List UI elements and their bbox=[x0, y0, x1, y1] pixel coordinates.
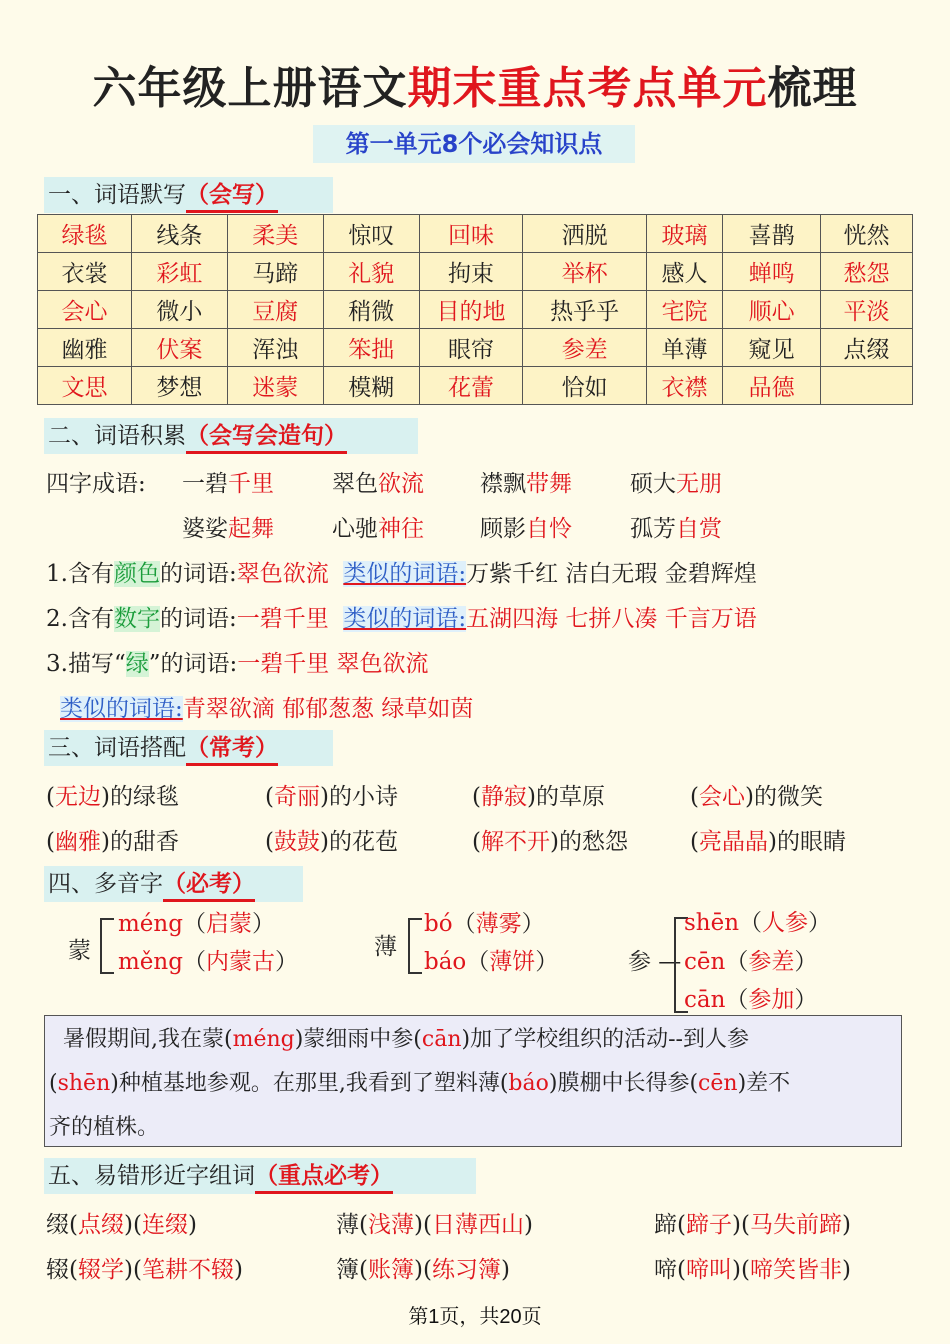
word-cell: 目的地 bbox=[419, 291, 523, 329]
word-cell: 梦想 bbox=[131, 367, 227, 405]
idiom: 孤芳自赏 bbox=[630, 516, 722, 542]
word-row bbox=[38, 367, 913, 405]
word-cell: 洒脱 bbox=[523, 215, 646, 253]
brace-meng bbox=[100, 918, 114, 974]
word-cell: 恰如 bbox=[523, 367, 646, 405]
word-cell: 感人 bbox=[646, 253, 722, 291]
brace-bao bbox=[408, 918, 422, 974]
word-cell: 单薄 bbox=[646, 329, 722, 367]
word-cell: 会心 bbox=[38, 291, 132, 329]
word-cell: 微小 bbox=[131, 291, 227, 329]
word-table bbox=[37, 214, 913, 405]
word-cell: 线条 bbox=[131, 215, 227, 253]
word-cell: 迷蒙 bbox=[227, 367, 323, 405]
poly-bao-1: bó（薄雾） bbox=[424, 911, 545, 937]
word-cell: 文思 bbox=[38, 367, 132, 405]
poly-can-3: cān（参加） bbox=[684, 987, 818, 1013]
word-cell: 衣裳 bbox=[38, 253, 132, 291]
section-heading-1: 一、词语默写（会写） bbox=[44, 177, 333, 213]
word-row bbox=[38, 329, 913, 367]
word-cell: 举杯 bbox=[523, 253, 646, 291]
page-footer: 第1页，共20页 bbox=[408, 1306, 542, 1328]
poly-meng-1: méng（启蒙） bbox=[118, 911, 275, 937]
idiom-prefix: 四字成语: bbox=[46, 471, 146, 497]
accumulation-3: 3.描写“绿”的词语:一碧千里 翠色欲流 bbox=[46, 651, 429, 677]
idiom: 襟飘带舞 bbox=[480, 471, 572, 497]
passage-box: 暑假期间,我在蒙(méng)蒙细雨中参(cān)加了学校组织的活动--到人参 (shēn)种植基地参观。在那里,我看到了塑料薄(báo)膜棚中长得参(cēn)差不 齐的植株。 bbox=[44, 1015, 902, 1147]
word-cell: 蝉鸣 bbox=[723, 253, 821, 291]
poly-can-2: cēn（参差） bbox=[684, 949, 818, 975]
word-cell: 衣襟 bbox=[646, 367, 722, 405]
word-cell: 模糊 bbox=[323, 367, 419, 405]
collocation: (鼓鼓)的花苞 bbox=[265, 829, 398, 855]
word-cell: 豆腐 bbox=[227, 291, 323, 329]
word-cell: 花蕾 bbox=[419, 367, 523, 405]
similar-char-group: 啼(啼叫)(啼笑皆非) bbox=[654, 1257, 851, 1283]
accumulation-2: 2.含有数字的词语:一碧千里 类似的词语:五湖四海 七拼八凑 千言万语 bbox=[46, 606, 757, 632]
similar-char-group: 薄(浅薄)(日薄西山) bbox=[336, 1212, 533, 1238]
poly-char-meng: 蒙 bbox=[68, 938, 91, 964]
similar-char-group: 缀(点缀)(连缀) bbox=[46, 1212, 197, 1238]
word-cell: 柔美 bbox=[227, 215, 323, 253]
idiom: 婆娑起舞 bbox=[182, 516, 274, 542]
word-cell: 平淡 bbox=[821, 291, 913, 329]
word-row bbox=[38, 215, 913, 253]
collocation: (亮晶晶)的眼睛 bbox=[690, 829, 846, 855]
idiom: 翠色欲流 bbox=[332, 471, 424, 497]
poly-can-1: shēn（人参） bbox=[684, 910, 832, 936]
idiom: 硕大无朋 bbox=[630, 471, 722, 497]
word-cell: 玻璃 bbox=[646, 215, 722, 253]
word-cell: 窥见 bbox=[723, 329, 821, 367]
accumulation-4: 类似的词语:青翠欲滴 郁郁葱葱 绿草如茵 bbox=[60, 696, 474, 722]
word-cell: 礼貌 bbox=[323, 253, 419, 291]
word-cell: 伏案 bbox=[131, 329, 227, 367]
section-heading-5: 五、易错形近字组词（重点必考） bbox=[44, 1158, 476, 1194]
word-cell: 热乎乎 bbox=[523, 291, 646, 329]
word-cell: 喜鹊 bbox=[723, 215, 821, 253]
idiom: 顾影自怜 bbox=[480, 516, 572, 542]
word-cell: 笨拙 bbox=[323, 329, 419, 367]
accumulation-1: 1.含有颜色的词语:翠色欲流 类似的词语:万紫千红 洁白无瑕 金碧辉煌 bbox=[46, 561, 757, 587]
poly-bao-2: báo（薄饼） bbox=[424, 949, 559, 975]
word-cell: 浑浊 bbox=[227, 329, 323, 367]
section-heading-3: 三、词语搭配（常考） bbox=[44, 730, 333, 766]
subtitle: 第一单元8个必会知识点 bbox=[313, 125, 635, 163]
collocation: (幽雅)的甜香 bbox=[46, 829, 179, 855]
poly-char-bao: 薄 bbox=[374, 934, 397, 960]
word-cell: 点缀 bbox=[821, 329, 913, 367]
word-cell: 宅院 bbox=[646, 291, 722, 329]
word-row bbox=[38, 253, 913, 291]
word-row bbox=[38, 291, 913, 329]
poly-char-can: 参 — bbox=[628, 949, 682, 975]
collocation: (无边)的绿毯 bbox=[46, 784, 179, 810]
idiom: 一碧千里 bbox=[182, 471, 274, 497]
word-cell: 彩虹 bbox=[131, 253, 227, 291]
collocation: (静寂)的草原 bbox=[472, 784, 605, 810]
word-cell: 绿毯 bbox=[38, 215, 132, 253]
word-cell: 愁怨 bbox=[821, 253, 913, 291]
word-cell: 稍微 bbox=[323, 291, 419, 329]
page-title: 六年级上册语文期末重点考点单元梳理 bbox=[92, 63, 858, 114]
word-cell: 眼帘 bbox=[419, 329, 523, 367]
poly-meng-2: měng（内蒙古） bbox=[118, 949, 298, 975]
word-cell: 幽雅 bbox=[38, 329, 132, 367]
similar-char-group: 辍(辍学)(笔耕不辍) bbox=[46, 1257, 243, 1283]
word-cell: 顺心 bbox=[723, 291, 821, 329]
word-cell: 恍然 bbox=[821, 215, 913, 253]
similar-char-group: 蹄(蹄子)(马失前蹄) bbox=[654, 1212, 851, 1238]
word-cell: 拘束 bbox=[419, 253, 523, 291]
idiom: 心驰神往 bbox=[332, 516, 424, 542]
collocation: (奇丽)的小诗 bbox=[265, 784, 398, 810]
section-heading-4: 四、多音字（必考） bbox=[44, 866, 303, 902]
section-heading-2: 二、词语积累（会写会造句） bbox=[44, 418, 418, 454]
word-cell: 参差 bbox=[523, 329, 646, 367]
collocation: (解不开)的愁怨 bbox=[472, 829, 628, 855]
similar-char-group: 簿(账簿)(练习簿) bbox=[336, 1257, 510, 1283]
word-cell: 惊叹 bbox=[323, 215, 419, 253]
word-cell bbox=[821, 367, 913, 405]
word-cell: 马蹄 bbox=[227, 253, 323, 291]
word-cell: 品德 bbox=[723, 367, 821, 405]
collocation: (会心)的微笑 bbox=[690, 784, 823, 810]
word-cell: 回味 bbox=[419, 215, 523, 253]
